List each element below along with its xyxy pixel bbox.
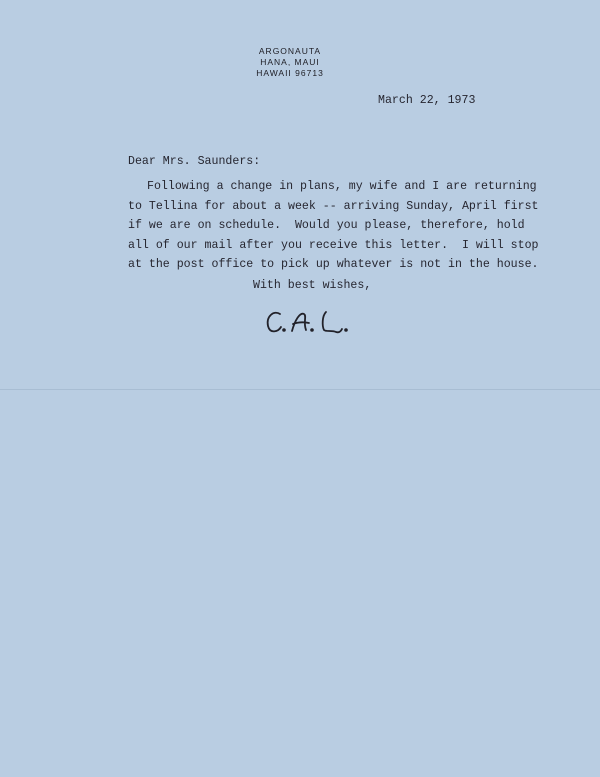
closing: With best wishes, [253, 279, 372, 292]
body-line: at the post office to pick up whatever is not in the house. [128, 258, 539, 271]
letterhead [255, 46, 325, 79]
letterhead-name: ARGONAUTA [258, 46, 322, 56]
body-line: to Tellina for about a week -- arriving Sunday, April first [128, 200, 539, 213]
body-line: Following a change in plans, my wife and I are returning [147, 180, 537, 193]
body-line: if we are on schedule. Would you please, therefore, hold [128, 219, 525, 232]
salutation: Dear Mrs. Saunders: [128, 155, 261, 168]
paper-fold-line [0, 389, 600, 390]
paper-watermark [60, 550, 540, 720]
body-line: all of our mail after you receive this letter. I will stop [128, 239, 539, 252]
letterhead-city: HANA, MAUI [260, 57, 320, 67]
handwritten-signature [262, 306, 362, 340]
letterhead-state-zip: HAWAII 96713 [256, 68, 324, 78]
letter-date: March 22, 1973 [378, 94, 476, 107]
watermark-logo [60, 550, 540, 720]
